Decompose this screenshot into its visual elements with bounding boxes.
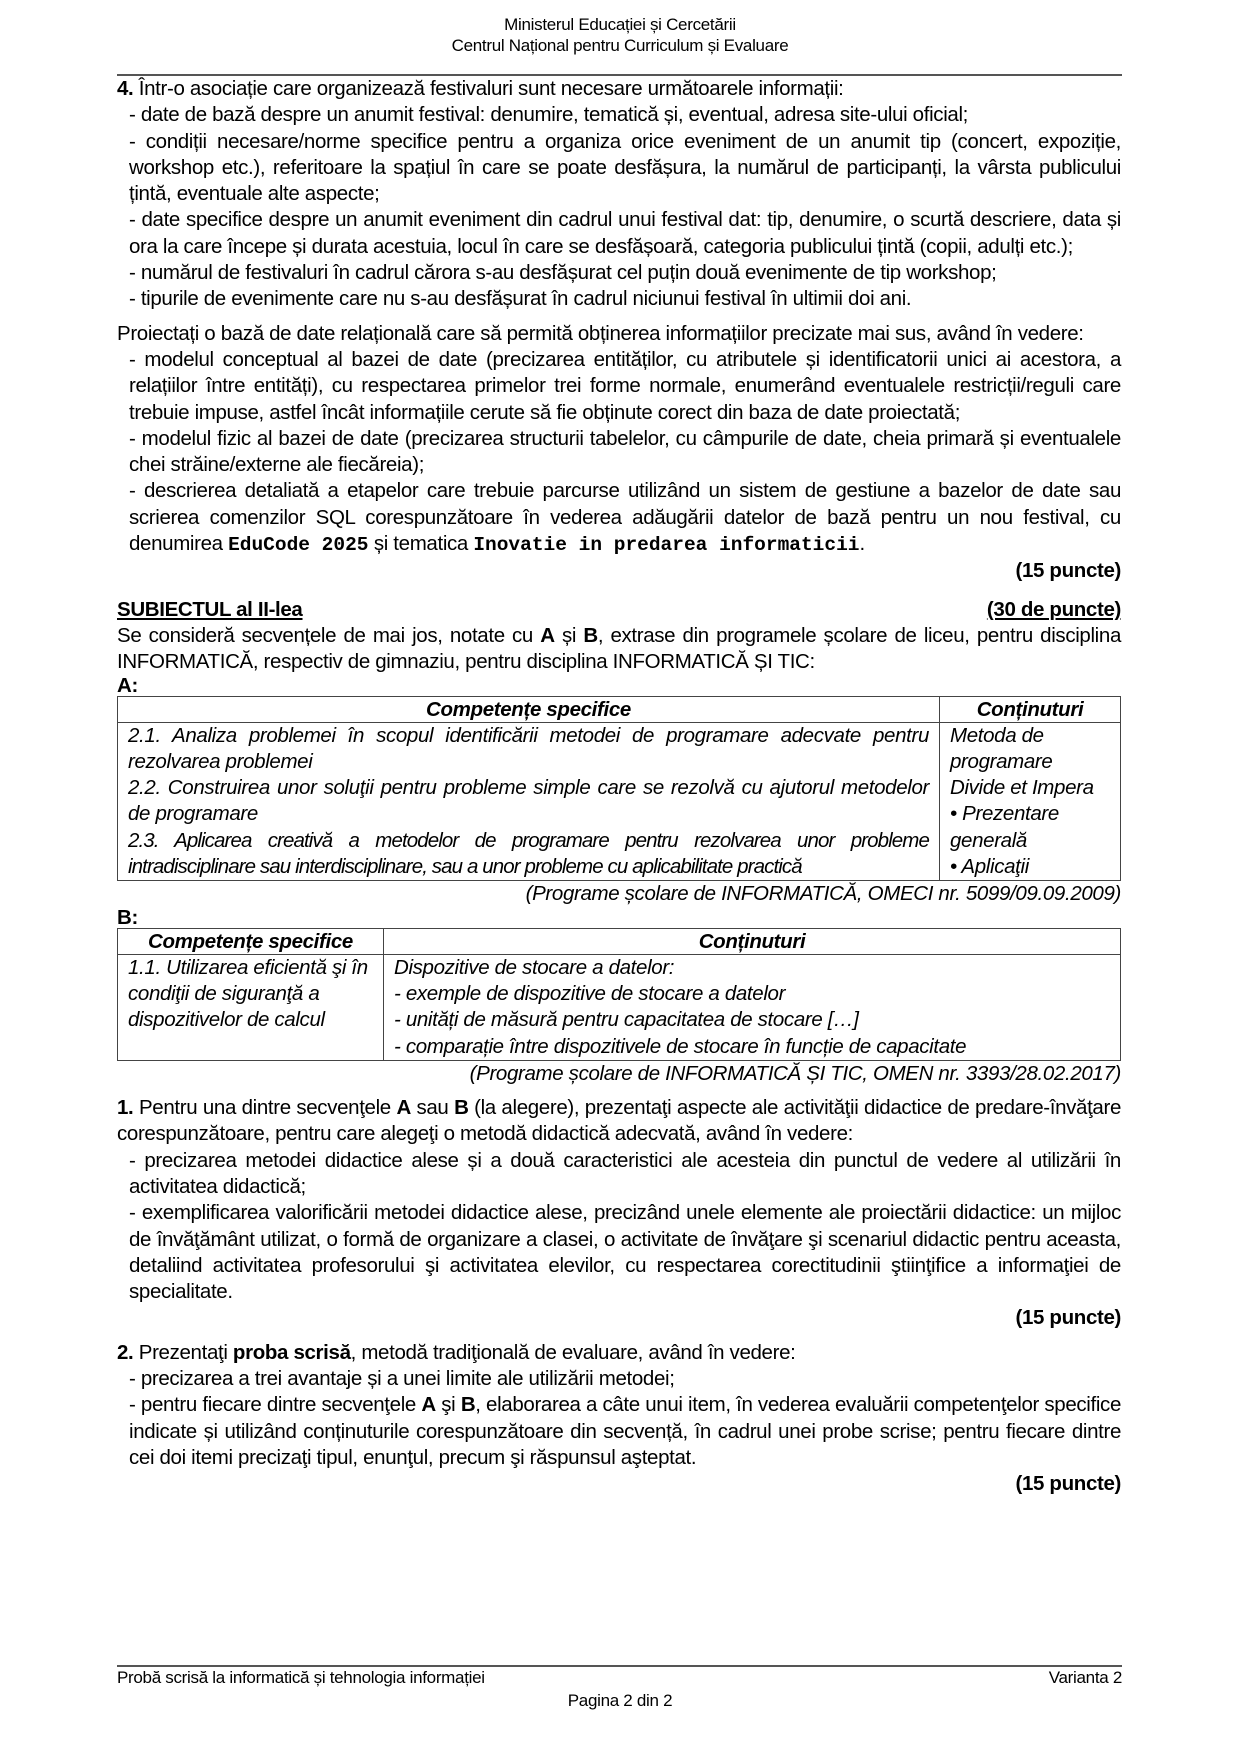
subject-2 bbox=[117, 597, 1121, 1498]
text-run: Pentru una dintre secvenţele bbox=[133, 1096, 397, 1120]
content-item: - exemple de dispozitive de stocare a datelor bbox=[394, 981, 786, 1005]
bold-text: B bbox=[460, 1393, 476, 1417]
text-run: . bbox=[859, 532, 865, 556]
q4-item: - date specifice despre un anumit eveniment din cadrul unui festival dat: tip, denumire, o scurtă descriere, data și ora la care începe și durata acestuia, locul în care se desfășoară, categoria publicului țintă (copii, adulți etc.); bbox=[129, 208, 1121, 258]
q4-intro bbox=[117, 76, 1121, 102]
content-item: Metoda de programare Divide et Impera bbox=[950, 723, 1094, 800]
table-a-header-competences: Competențe specifice bbox=[118, 696, 940, 722]
table-a-label: A: bbox=[117, 673, 138, 697]
code-text: EduCode 2025 bbox=[228, 534, 369, 557]
bold-text: proba scrisă bbox=[232, 1340, 351, 1364]
question-4 bbox=[117, 76, 1121, 585]
table-a-source: (Programe școlare de INFORMATICĂ, OMECI nr. 5099/09.09.2009) bbox=[525, 882, 1121, 906]
q2-item bbox=[117, 1366, 1121, 1392]
competence: 1.1. Utilizarea eficientă şi în condiţii de siguranţă a dispozitivelor de calcul bbox=[128, 955, 368, 1032]
text-run: , elaborarea a câte unui item, în vederea evaluării competenţelor specifice indicate și utilizând conținuturile corespunzătoare din secvență, în cadrul unei probe scrise; pentru fiecare dintre cei doi itemi precizaţi tipul, enunţul, precum şi răspunsul aşteptat. bbox=[129, 1393, 1121, 1469]
table-a-header-contents: Conținuturi bbox=[940, 696, 1121, 722]
text-run: - precizarea a trei avantaje și a unei limite ale utilizării metodei; bbox=[129, 1367, 675, 1391]
bold-text: A bbox=[396, 1096, 411, 1120]
text-run: (la alegere), prezentaţi aspecte ale activităţii didactice de predare-învăţare corespunzătoare, pentru care alegeţi o metodă didactică adecvată, având în vedere: bbox=[117, 1096, 1121, 1146]
subject-2-question-2 bbox=[117, 1340, 1121, 1498]
text-run: , metodă tradiţională de evaluare, având în vedere: bbox=[350, 1340, 796, 1364]
competence: 2.1. Analiza problemei în scopul identificării metodei de programare adecvate pentru rezolvarea problemei bbox=[128, 723, 929, 773]
table-b-competences-cell bbox=[118, 954, 384, 1060]
page-footer bbox=[117, 1668, 1122, 1688]
page-header bbox=[0, 14, 1240, 56]
text-run: și tematica bbox=[368, 532, 474, 556]
table-a-contents-cell bbox=[940, 722, 1121, 881]
table-b bbox=[117, 928, 1121, 1061]
q1-item bbox=[117, 1148, 1121, 1201]
q4-item: - numărul de festivaluri în cadrul cărora s-au desfășurat cel puțin două evenimente de tip workshop; bbox=[129, 261, 997, 285]
content-item: Dispozitive de stocare a datelor: bbox=[394, 955, 675, 979]
bold-text: A bbox=[540, 623, 555, 647]
subject-2-heading bbox=[117, 597, 1121, 623]
text-run: - modelul conceptual al bazei de date (precizarea entităților, cu atributele și identificatorii unici ai acestora, a relațiilor între entități), cu respectarea primelor trei forme normale, enumerând eventualele restricții/reguli care trebuie impuse, astfel încât informațiile cerute să fie obținute corect din baza de date proiectată; bbox=[129, 347, 1121, 424]
q4-item: - tipurile de evenimente care nu s-au desfășurat în cadrul niciunui festival în ultimii doi ani. bbox=[129, 287, 912, 311]
content-item: - unități de măsură pentru capacitatea de stocare […] bbox=[394, 1008, 859, 1032]
text-run: , extrase din programele școlare de liceu, pentru disciplina INFORMATICĂ, respectiv de gimnaziu, pentru disciplina INFORMATICĂ ȘI TIC: bbox=[117, 623, 1121, 674]
bold-text: A bbox=[421, 1393, 436, 1417]
text-run: - modelul fizic al bazei de date (precizarea structurii tabelelor, cu câmpurile de date, cheia primară și eventualele chei străine/externe ale fiecăreia); bbox=[129, 426, 1121, 477]
center-name: Centrul Național pentru Curriculum și Evaluare bbox=[451, 36, 789, 55]
q1-intro bbox=[117, 1095, 1121, 1148]
text-run: - pentru fiecare dintre secvenţele bbox=[129, 1393, 422, 1417]
text-run: Într-o asociație care organizează festivaluri sunt necesare următoarele informații: bbox=[133, 77, 844, 100]
table-b-contents-cell bbox=[384, 954, 1121, 1060]
content-item: - comparație între dispozitivele de stocare în funcție de capacitate bbox=[394, 1034, 967, 1058]
document-body bbox=[117, 76, 1121, 1498]
footer-variant: Varianta 2 bbox=[1048, 1668, 1122, 1687]
q2-intro bbox=[117, 1340, 1121, 1366]
competence: 2.3. Aplicarea creativă a metodelor de programare pentru rezolvarea unor probleme intradisciplinare sau interdisciplinare, sau a unor probleme cu aplicabilitate practică bbox=[128, 828, 929, 879]
footer-exam-name: Probă scrisă la informatică și tehnologia informației bbox=[117, 1668, 485, 1687]
q4-task-item bbox=[117, 426, 1121, 479]
subject-2-title: SUBIECTUL al II-lea bbox=[117, 597, 303, 621]
table-b-header-competences: Competențe specifice bbox=[118, 928, 384, 954]
q4-item: - date de bază despre un anumit festival: denumire, tematică și, eventual, adresa site-ului oficial; bbox=[129, 103, 968, 127]
table-b-source: (Programe școlare de INFORMATICĂ ȘI TIC, OMEN nr. 3393/28.02.2017) bbox=[469, 1061, 1121, 1085]
q2-points: (15 puncte) bbox=[1015, 1472, 1121, 1496]
text-run: - precizarea metodei didactice alese și a două caracteristici ale acesteia din punctul de vedere al utilizării în activitatea didactică; bbox=[129, 1148, 1121, 1198]
subject-2-intro bbox=[117, 623, 1121, 676]
bold-text: 1. bbox=[117, 1096, 134, 1120]
subject-2-question-1 bbox=[117, 1095, 1121, 1332]
text-run: - exemplificarea valorificării metodei didactice alese, precizând unele elemente ale proiectării didactice: un mijloc de învăţământ utilizat, o formă de organizare a clasei, o activitate de învăţare şi scenariul didactic pentru aceasta, detaliind activitatea profesorului şi activitatea elevilor, cu respectarea corectitudinii ştiinţifice a informaţiei de specialitate. bbox=[129, 1201, 1121, 1304]
bold-text: B bbox=[583, 623, 598, 647]
table-a bbox=[117, 696, 1121, 882]
bold-text: 4. bbox=[117, 77, 134, 100]
text-run: Prezentaţi bbox=[133, 1340, 233, 1364]
bold-text: 2. bbox=[117, 1340, 134, 1364]
text-run: - descrierea detaliată a etapelor care trebuie parcurse utilizând un sistem de gestiune a bazelor de date sau scrierea comenzilor SQL corespunzătoare în vederea adăugării datelor de bază pentru un nou festival, cu denumirea bbox=[129, 479, 1121, 556]
q1-item bbox=[117, 1200, 1121, 1305]
table-a-competences-cell bbox=[118, 722, 940, 881]
table-b-header-contents: Conținuturi bbox=[384, 928, 1121, 954]
q1-points: (15 puncte) bbox=[1015, 1306, 1121, 1330]
q4-points: (15 puncte) bbox=[1015, 559, 1121, 583]
q4-task-item bbox=[117, 478, 1121, 558]
bold-text: B bbox=[454, 1096, 469, 1120]
page-number: Pagina 2 din 2 bbox=[567, 1691, 673, 1710]
competence: 2.2. Construirea unor soluţii pentru probleme simple care se rezolvă cu ajutorul metodelor de programare bbox=[128, 776, 929, 826]
table-b-label: B: bbox=[117, 905, 138, 929]
q4-item: - condiții necesare/norme specifice pentru a organiza orice eveniment de un anumit tip (concert, expoziție, workshop etc.), referitoare la spațiul în care se poate desfășura, la numărul de participanți, la vârsta publicului țintă, eventuale alte aspecte; bbox=[129, 129, 1121, 206]
q4-task: Proiectați o bază de date relațională care să permită obținerea informațiilor precizate mai sus, având în vedere: bbox=[117, 321, 1084, 345]
footer-divider bbox=[117, 1665, 1122, 1667]
ministry-name: Ministerul Educației și Cercetării bbox=[504, 15, 736, 34]
content-item: • Aplicaţii bbox=[950, 855, 1029, 879]
subject-2-points: (30 de puncte) bbox=[986, 597, 1121, 621]
content-item: • Prezentare generală bbox=[950, 802, 1059, 852]
text-run: și bbox=[554, 623, 584, 647]
text-run: Se consideră secvențele de mai jos, notate cu bbox=[117, 623, 541, 647]
text-run: şi bbox=[435, 1393, 461, 1417]
q2-item bbox=[117, 1392, 1121, 1471]
q4-task-item bbox=[117, 347, 1121, 426]
code-text: Inovatie in predarea informaticii bbox=[473, 534, 860, 557]
text-run: sau bbox=[410, 1096, 455, 1120]
